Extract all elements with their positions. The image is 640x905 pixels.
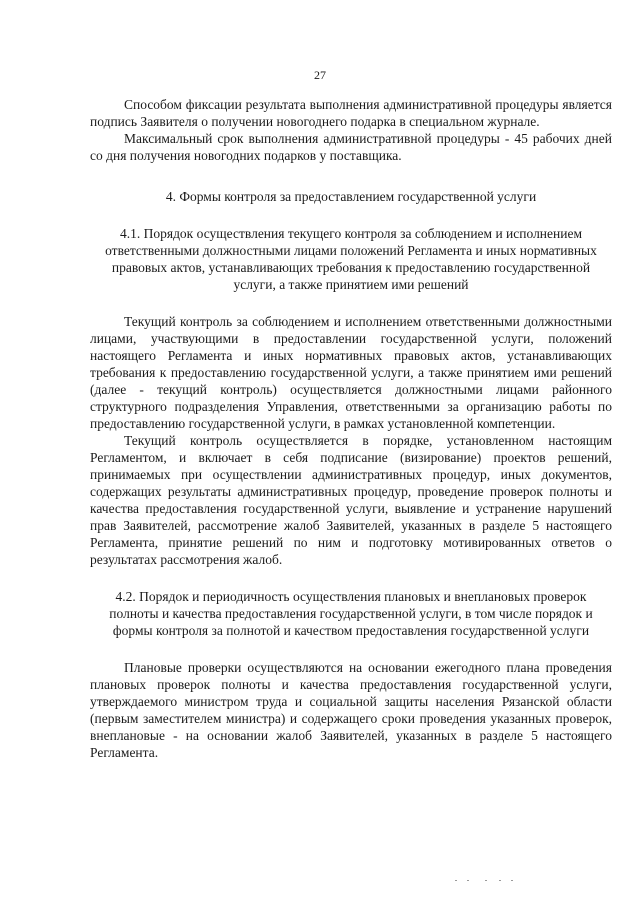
paragraph-max-duration: Максимальный срок выполнения административной процедуры - 45 рабочих дней со дня получения новогодних подарков у поставщика. <box>90 131 612 163</box>
paragraph-current-control-procedure: Текущий контроль осуществляется в порядке, установленном настоящим Регламентом, и включает в себя подписание (визирование) проектов решений, принимаемых при осуществлении административных процедур, иных документов, содержащих результаты административных процедур, проведение проверок полноты и качества предоставления государственной услуги, выявление и устранение нарушений прав Заявителей, рассмотрение жалоб Заявителей, указанных в разделе 5 настоящего Регламента, принятие решений по ним и подготовку мотивированных ответов о результатах рассмотрения жалоб. <box>90 433 612 567</box>
subsection-heading-inspections: 4.2. Порядок и периодичность осуществления плановых и внеплановых проверок полноты и качества предоставления государственной услуги, в том числе порядок и формы контроля за полнотой и качеством предоставления государственной услуги <box>109 589 593 638</box>
subsection-heading-current-control: 4.1. Порядок осуществления текущего контроля за соблюдением и исполнением ответственными должностными лицами положений Регламента и иных нормативных правовых актов, устанавливающих требования к предоставлению государственной услуги, а также принятием ими решений <box>105 226 597 292</box>
paragraph-current-control-definition: Текущий контроль за соблюдением и исполнением ответственными должностными лицами, участвующими в предоставлении государственной услуги, положений настоящего Регламента и иных нормативных правовых актов, устанавливающих требования к предоставлению государственной услуги, а также принятием ими решений (далее - текущий контроль) осуществляется должностными лицами районного структурного подразделения Управления, ответственными за организацию работы по предоставлению государственной услуги, в рамках установленной компетенции. <box>90 314 612 431</box>
scan-specks <box>455 880 515 884</box>
section-heading-control-forms: 4. Формы контроля за предоставлением государственной услуги <box>165 189 537 204</box>
document-body <box>90 96 612 761</box>
paragraph-fixation-method: Способом фиксации результата выполнения административной процедуры является подпись Заявителя о получении новогоднего подарка в специальном журнале. <box>90 97 612 129</box>
page-number: 27 <box>314 68 326 82</box>
paragraph-planned-inspections: Плановые проверки осуществляются на основании ежегодного плана проведения плановых проверок полноты и качества предоставления государственной услуги, утверждаемого министром труда и социальной защиты населения Рязанской области (первым заместителем министра) и содержащего сроки проведения указанных проверок, внеплановые - на основании жалоб Заявителей, указанных в разделе 5 настоящего Регламента. <box>90 660 612 760</box>
